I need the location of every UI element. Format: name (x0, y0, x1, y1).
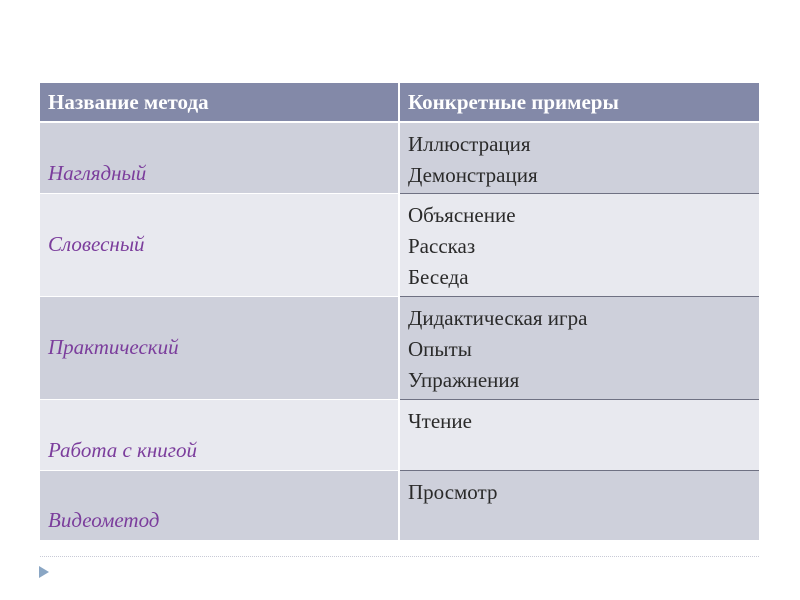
method-cell: Словесный (40, 193, 399, 296)
header-method-name: Название метода (40, 83, 399, 122)
example-item: Беседа (408, 264, 469, 289)
example-item: Упражнения (408, 367, 520, 392)
method-cell: Практический (40, 296, 399, 399)
table-header-row (40, 83, 759, 122)
table-row (40, 296, 759, 399)
bottom-divider (40, 556, 759, 557)
header-examples: Конкретные примеры (399, 83, 759, 122)
examples-cell (399, 193, 759, 296)
example-item: Демонстрация (408, 163, 538, 187)
example-item: Дидактическая игра (408, 305, 588, 330)
table-row (40, 122, 759, 193)
examples-cell (399, 296, 759, 399)
table-row (40, 399, 759, 470)
example-item: Объяснение (408, 202, 516, 227)
example-item: Чтение (408, 408, 472, 433)
examples-cell (399, 470, 759, 540)
examples-cell (399, 122, 759, 193)
example-item: Опыты (408, 336, 472, 361)
table-row (40, 470, 759, 540)
method-cell: Наглядный (40, 122, 399, 193)
table-row (40, 193, 759, 296)
method-cell: Видеометод (40, 470, 399, 540)
example-item: Рассказ (408, 233, 476, 258)
triangle-right-icon[interactable] (38, 565, 50, 579)
examples-cell (399, 399, 759, 470)
method-cell: Работа с книгой (40, 399, 399, 470)
example-item: Просмотр (408, 479, 498, 504)
example-item: Иллюстрация (408, 132, 531, 156)
methods-table (40, 83, 759, 541)
